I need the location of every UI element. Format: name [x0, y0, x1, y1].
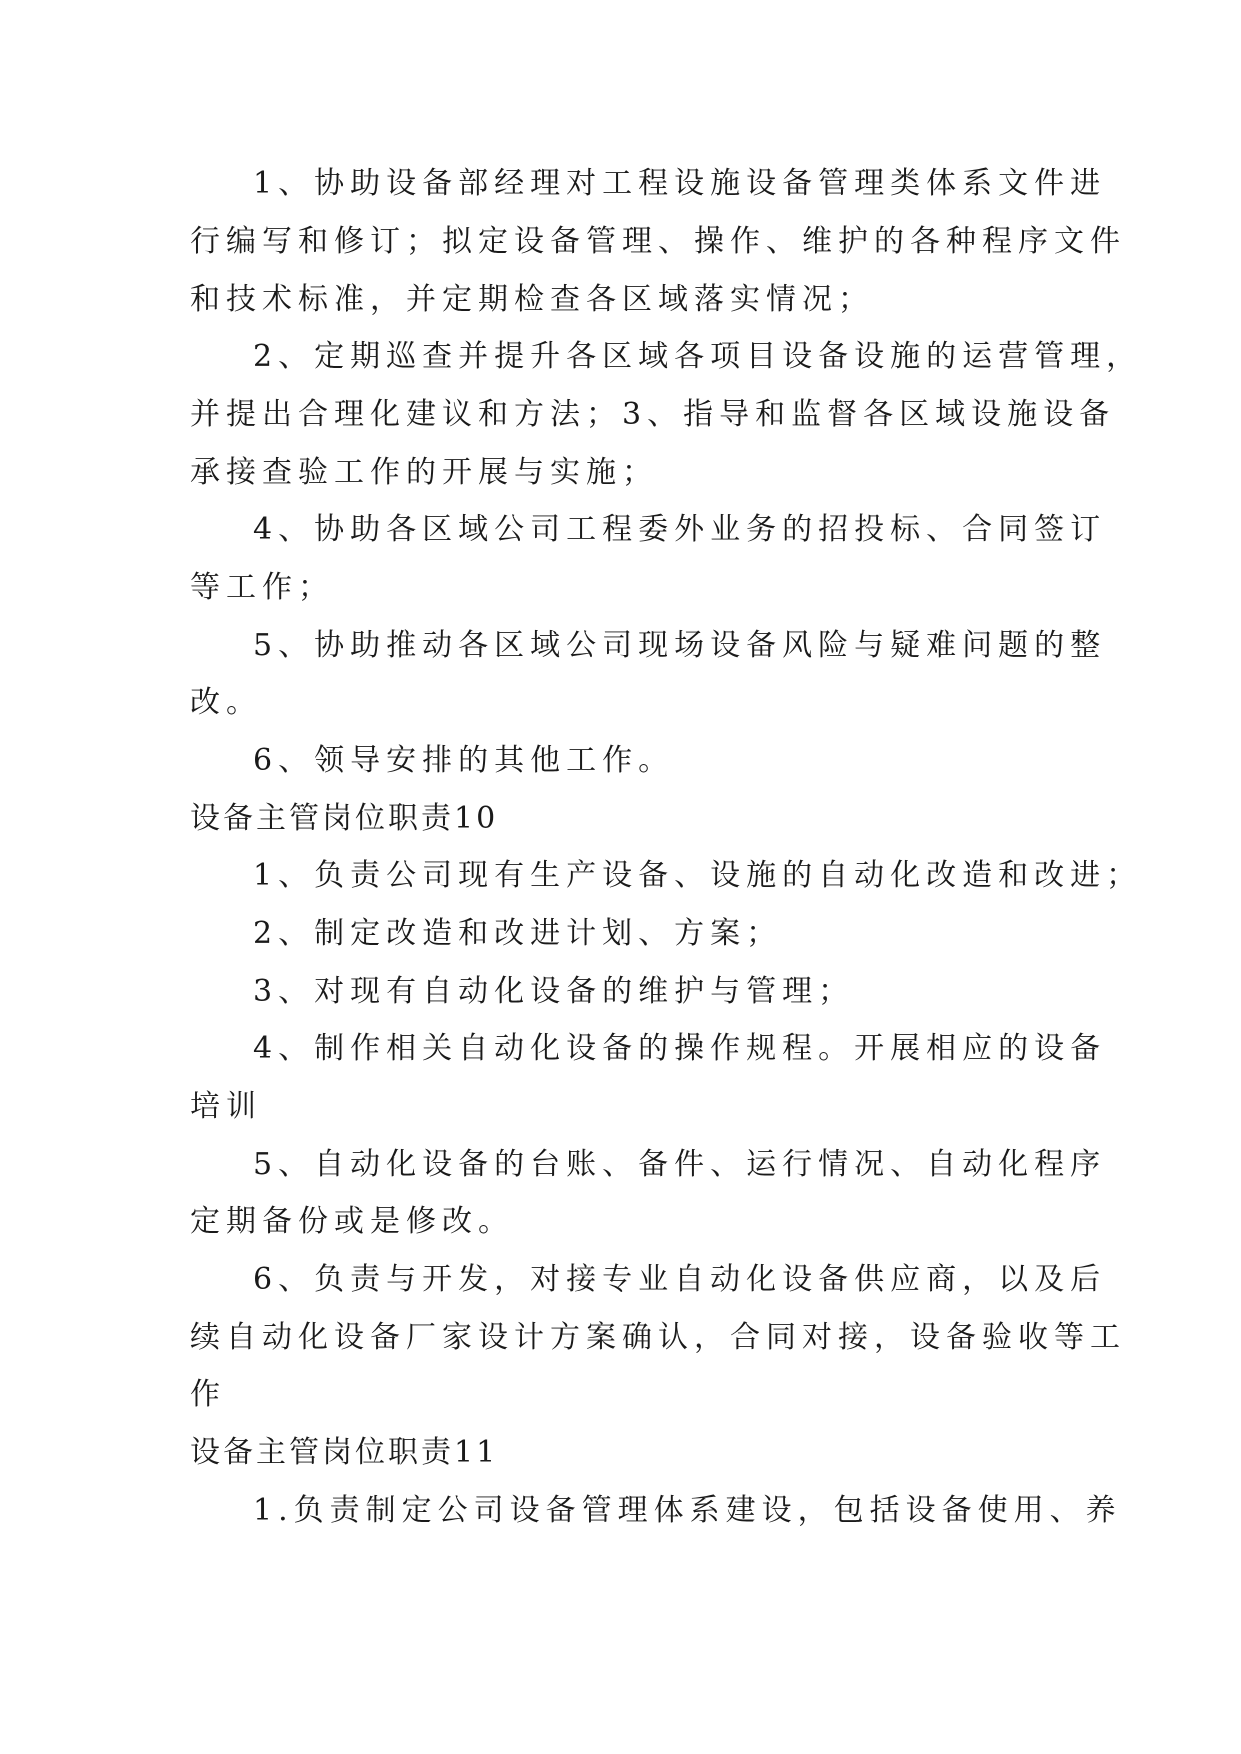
section-heading: 设备主管岗位职责11	[190, 1435, 499, 1470]
text-line: 6、负责与开发，对接专业自动化设备供应商，以及后	[253, 1262, 1107, 1297]
text-line: 等工作；	[190, 570, 334, 605]
text-line: 培训	[190, 1089, 262, 1124]
text-line: 行编写和修订；拟定设备管理、操作、维护的各种程序文件	[190, 224, 1126, 259]
text-line: 2、定期巡查并提升各区域各项目设备设施的运营管理，	[253, 339, 1143, 374]
text-line: 定期备份或是修改。	[190, 1204, 514, 1239]
text-line: 4、协助各区域公司工程委外业务的招投标、合同签订	[253, 512, 1107, 547]
text-line: 续自动化设备厂家设计方案确认，合同对接，设备验收等工	[190, 1320, 1126, 1355]
text-line: 1、协助设备部经理对工程设施设备管理类体系文件进	[253, 166, 1107, 201]
text-line: 5、自动化设备的台账、备件、运行情况、自动化程序	[253, 1147, 1107, 1182]
text-line: 作	[190, 1377, 226, 1412]
text-line: 6、领导安排的其他工作。	[253, 743, 675, 778]
text-line: 并提出合理化建议和方法；3、指导和监督各区域设施设备	[190, 397, 1116, 432]
text-line: 1、负责公司现有生产设备、设施的自动化改造和改进；	[253, 858, 1143, 893]
section-heading: 设备主管岗位职责10	[190, 801, 499, 836]
text-line: 1.负责制定公司设备管理体系建设，包括设备使用、养	[253, 1493, 1122, 1528]
text-line: 3、对现有自动化设备的维护与管理；	[253, 974, 855, 1009]
text-line: 和技术标准，并定期检查各区域落实情况；	[190, 282, 874, 317]
text-line: 2、制定改造和改进计划、方案；	[253, 916, 783, 951]
text-line: 5、协助推动各区域公司现场设备风险与疑难问题的整	[253, 628, 1107, 663]
text-line: 改。	[190, 685, 262, 720]
text-line: 4、制作相关自动化设备的操作规程。开展相应的设备	[253, 1031, 1107, 1066]
text-line: 承接查验工作的开展与实施；	[190, 455, 658, 490]
